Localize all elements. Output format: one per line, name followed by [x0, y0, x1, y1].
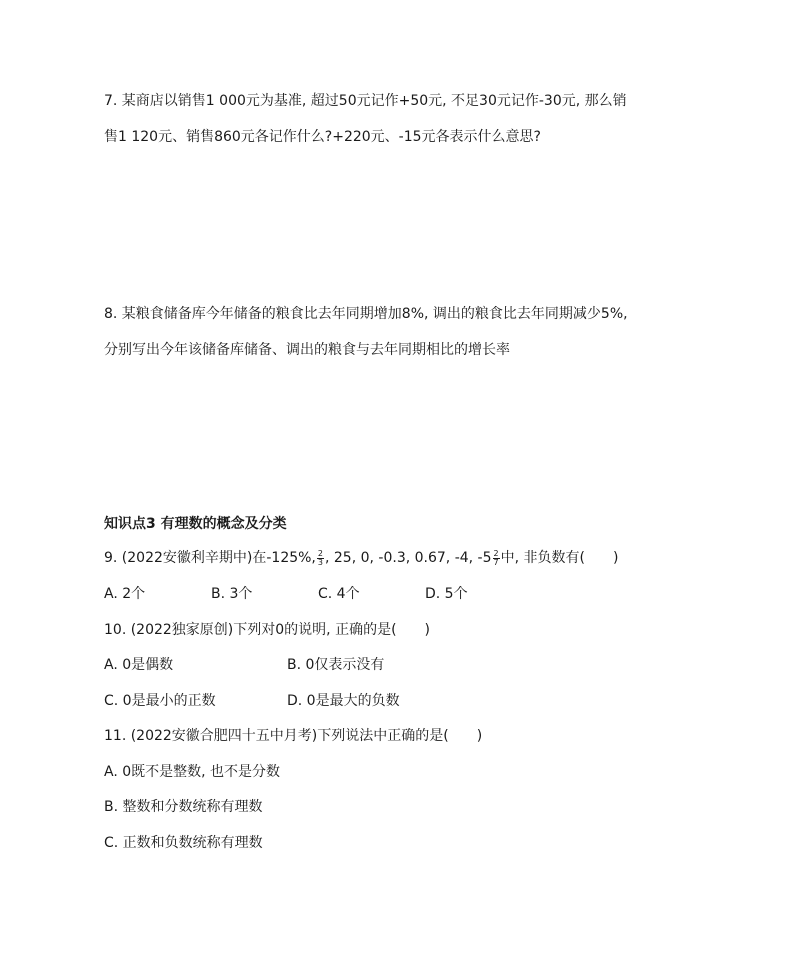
question-11-option-b: B. 整数和分数统称有理数 [104, 799, 263, 815]
question-11-option-c: C. 正数和负数统称有理数 [104, 835, 263, 851]
fraction-two-thirds [317, 550, 324, 567]
question-9-option-d: D. 5个 [425, 586, 468, 602]
question-10-options-row-2 [104, 692, 400, 710]
question-8-line-2: 分别写出今年该储备库储备、调出的粮食与去年同期相比的增长率 [104, 342, 510, 358]
question-10-option-a: A. 0是偶数 [104, 657, 174, 673]
question-10-option-d: D. 0是最大的负数 [287, 693, 400, 709]
question-10-option-c: C. 0是最小的正数 [104, 693, 216, 709]
question-9-options [104, 585, 468, 603]
question-10-option-b: B. 0仅表示没有 [287, 657, 385, 673]
question-9-stem [104, 549, 618, 567]
question-7-line-2: 售1 120元、销售860元各记作什么?+220元、-15元各表示什么意思? [104, 129, 541, 145]
section-heading-knowledge-point-3: 知识点3 有理数的概念及分类 [104, 516, 287, 532]
question-9-option-a: A. 2个 [104, 586, 146, 602]
fraction-2-numerator: 2 [493, 548, 499, 558]
fraction-two-sevenths [493, 550, 500, 567]
question-7-line-1: 7. 某商店以销售1 000元为基准, 超过50元记作+50元, 不足30元记作-30元, 那么销 [104, 93, 627, 109]
question-10-stem: 10. (2022独家原创)下列对0的说明, 正确的是( ) [104, 622, 430, 638]
question-9-option-c: C. 4个 [318, 586, 360, 602]
question-9-prefix: 9. (2022安徽利辛期中)在-125%, [104, 550, 316, 566]
fraction-2-denominator: 7 [493, 557, 499, 567]
fraction-1-denominator: 3 [317, 557, 323, 567]
question-11-stem: 11. (2022安徽合肥四十五中月考)下列说法中正确的是( ) [104, 728, 483, 744]
question-9-middle: , 25, 0, -0.3, 0.67, -4, -5 [324, 550, 492, 566]
question-9-suffix: 中, 非负数有( ) [500, 550, 619, 566]
question-10-options-row-1 [104, 656, 384, 674]
question-9-option-b: B. 3个 [211, 586, 253, 602]
question-11-option-a: A. 0既不是整数, 也不是分数 [104, 764, 281, 780]
question-8-line-1: 8. 某粮食储备库今年储备的粮食比去年同期增加8%, 调出的粮食比去年同期减少5%, [104, 306, 628, 322]
fraction-1-numerator: 2 [317, 548, 323, 558]
